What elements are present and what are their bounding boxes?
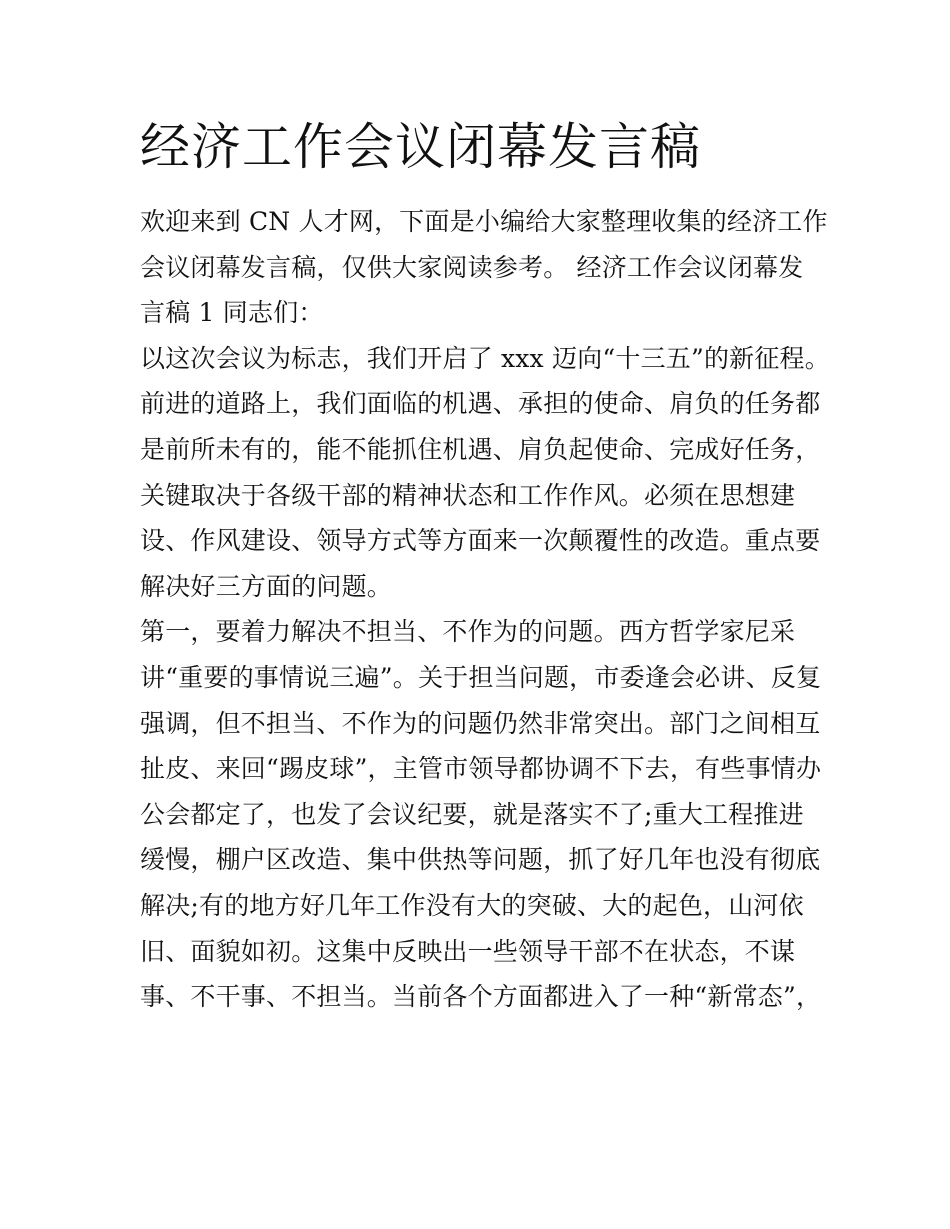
- body-line: 是前所未有的，能不能抓住机遇、肩负起使命、完成好任务，: [140, 434, 821, 464]
- body-line: 解决;有的地方好几年工作没有大的突破、大的起色，山河依: [140, 890, 804, 920]
- document-body: [140, 199, 830, 1020]
- body-line: 讲“重要的事情说三遍”。关于担当问题，市委逢会必讲、反复: [140, 662, 822, 692]
- body-line: 事、不干事、不担当。当前各个方面都进入了一种“新常态”，: [140, 982, 822, 1012]
- body-line: 旧、面貌如初。这集中反映出一些领导干部不在状态，不谋: [140, 936, 796, 966]
- body-line: 会议闭幕发言稿，仅供大家阅读参考。 经济工作会议闭幕发: [140, 252, 804, 282]
- document-title: 经济工作会议闭幕发言稿: [140, 118, 701, 176]
- body-line: 扯皮、来回“踢皮球”，主管市领导都协调不下去，有些事情办: [140, 754, 822, 784]
- body-line: 强调，但不担当、不作为的问题仍然非常突出。部门之间相互: [140, 708, 821, 738]
- body-line: 欢迎来到 CN 人才网，下面是小编给大家整理收集的经济工作: [140, 207, 828, 236]
- body-line: 解决好三方面的问题。: [140, 571, 393, 601]
- body-line: 关键取决于各级干部的精神状态和工作作风。必须在思想建: [140, 480, 796, 510]
- body-line: 前进的道路上，我们面临的机遇、承担的使命、肩负的任务都: [140, 389, 821, 419]
- body-line: 言稿 1 同志们：: [140, 298, 324, 328]
- body-line: 第一，要着力解决不担当、不作为的问题。西方哲学家尼采: [140, 617, 796, 647]
- body-line: 缓慢，棚户区改造、集中供热等问题，抓了好几年也没有彻底: [140, 845, 821, 875]
- body-line: 设、作风建设、领导方式等方面来一次颠覆性的改造。重点要: [140, 526, 821, 556]
- body-line: 以这次会议为标志，我们开启了 xxx 迈向“十三五”的新征程。: [140, 343, 830, 373]
- body-line: 公会都定了，也发了会议纪要，就是落实不了;重大工程推进: [140, 799, 804, 829]
